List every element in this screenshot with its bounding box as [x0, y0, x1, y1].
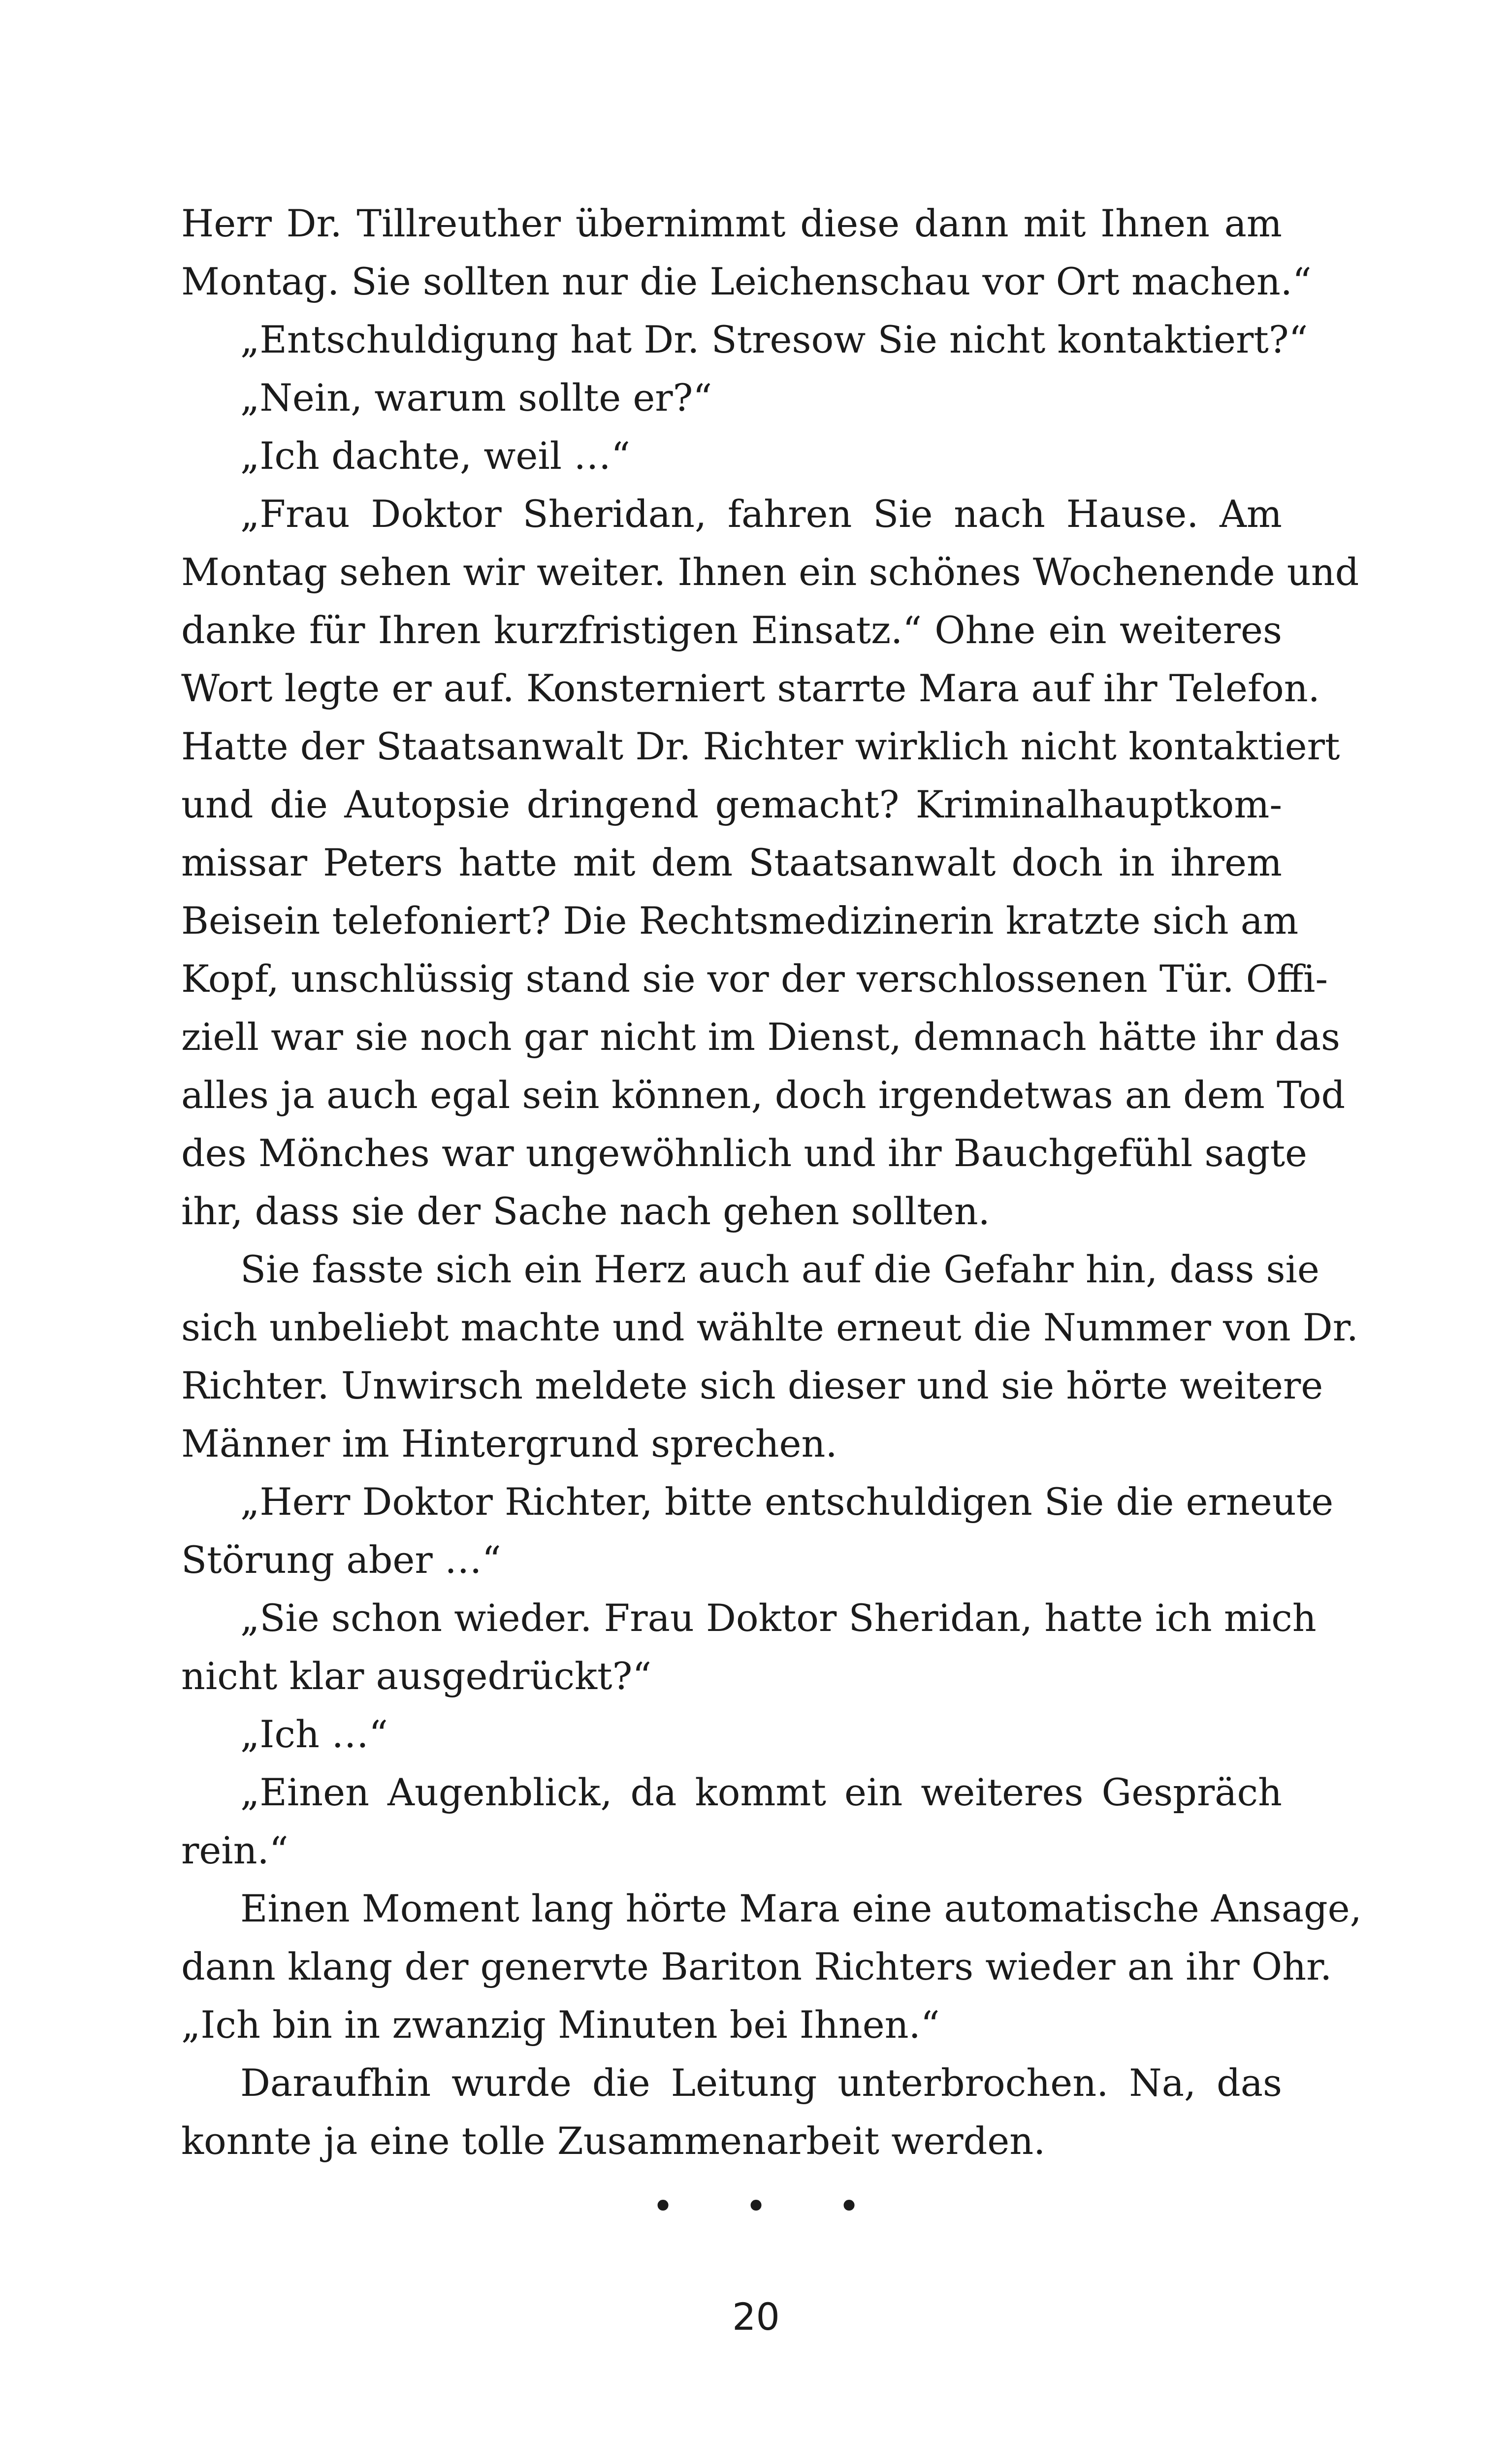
text-line: Männer im Hintergrund sprechen. — [181, 1422, 837, 1466]
text-line: rein.“ — [181, 1828, 289, 1872]
text-line: Kopf, unschlüssig stand sie vor der verschlossenen Tür. Offi- — [181, 957, 1328, 1001]
page-number: 20 — [732, 2295, 780, 2339]
text-line: „Ich bin in zwanzig Minuten bei Ihnen.“ — [181, 2003, 940, 2047]
text-line: „Entschuldigung hat Dr. Stresow Sie nicht kontaktiert?“ — [240, 318, 1308, 361]
body-text — [181, 195, 1362, 2170]
text-line: des Mönches war ungewöhnlich und ihr Bauchgefühl sagte — [181, 1131, 1307, 1175]
text-line: missar Peters hatte mit dem Staatsanwalt doch in ihrem — [181, 841, 1282, 884]
text-line: Montag. Sie sollten nur die Leichenschau vor Ort machen.“ — [181, 260, 1312, 303]
section-separator: • • • — [652, 2184, 890, 2228]
text-line: Montag sehen wir weiter. Ihnen ein schönes Wochenende und — [181, 550, 1359, 594]
text-line: „Sie schon wieder. Frau Doktor Sheridan, hatte ich mich — [240, 1596, 1317, 1640]
text-line: „Nein, warum sollte er?“ — [240, 376, 712, 420]
text-line: Störung aber …“ — [181, 1538, 501, 1582]
text-line: dann klang der genervte Bariton Richters wieder an ihr Ohr. — [181, 1945, 1332, 1988]
text-line: „Ich dachte, weil …“ — [240, 434, 631, 478]
text-line: Daraufhin wurde die Leitung unterbrochen. Na, das — [240, 2061, 1282, 2105]
text-line: und die Autopsie dringend gemacht? Kriminalhauptkom- — [181, 782, 1282, 826]
text-line: sich unbeliebt machte und wählte erneut die Nummer von Dr. — [181, 1305, 1358, 1349]
text-line: alles ja auch egal sein können, doch irgendetwas an dem Tod — [181, 1073, 1346, 1117]
text-line: Hatte der Staatsanwalt Dr. Richter wirklich nicht kontaktiert — [181, 724, 1340, 768]
text-line: „Herr Doktor Richter, bitte entschuldigen Sie die erneute — [240, 1480, 1334, 1524]
text-line: Beisein telefoniert? Die Rechtsmedizinerin kratzte sich am — [181, 899, 1299, 943]
text-line: Herr Dr. Tillreuther übernimmt diese dann mit Ihnen am — [181, 201, 1282, 245]
text-line: ziell war sie noch gar nicht im Dienst, demnach hätte ihr das — [181, 1015, 1341, 1059]
text-line: ihr, dass sie der Sache nach gehen sollten. — [181, 1189, 990, 1233]
text-line: Wort legte er auf. Konsterniert starrte Mara auf ihr Telefon. — [181, 666, 1320, 710]
text-line: „Frau Doktor Sheridan, fahren Sie nach Hause. Am — [240, 492, 1282, 536]
text-line: nicht klar ausgedrückt?“ — [181, 1654, 652, 1698]
text-line: Einen Moment lang hörte Mara eine automatische Ansage, — [240, 1887, 1362, 1930]
text-line: danke für Ihren kurzfristigen Einsatz.“ Ohne ein weiteres — [181, 608, 1282, 652]
text-line: „Einen Augenblick, da kommt ein weiteres Gespräch — [240, 1770, 1282, 1814]
text-line: Richter. Unwirsch meldete sich dieser und sie hörte weitere — [181, 1364, 1323, 1407]
text-line: „Ich …“ — [240, 1712, 388, 1756]
text-line: konnte ja eine tolle Zusammenarbeit werden. — [181, 2119, 1046, 2163]
text-line: Sie fasste sich ein Herz auch auf die Gefahr hin, dass sie — [240, 1247, 1319, 1291]
